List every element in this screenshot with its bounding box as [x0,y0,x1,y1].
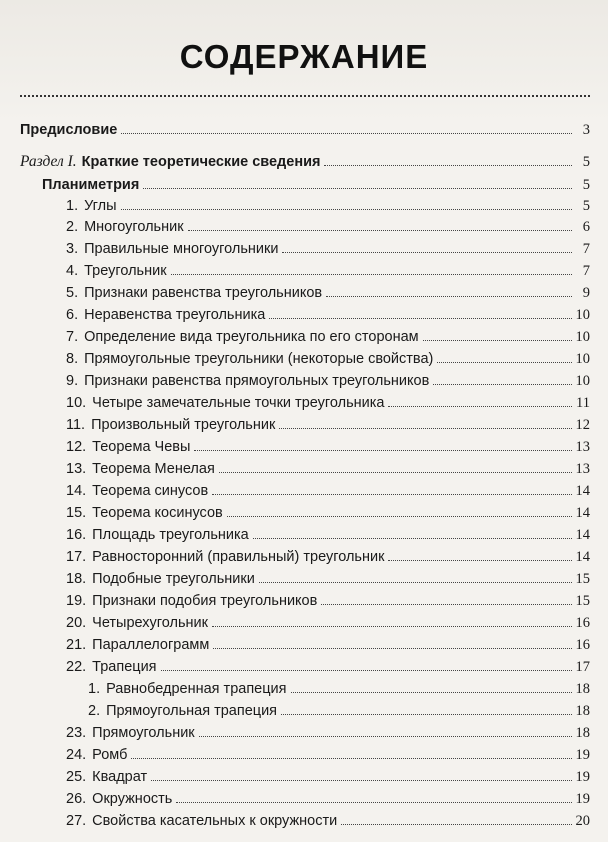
toc-entry-label [66,656,157,678]
toc-leader-dots [388,392,572,407]
toc-leader-dots [188,216,572,231]
toc-page-number: 9 [582,285,590,301]
toc-leader-dots [279,414,571,429]
toc-leader-dots [324,151,572,166]
toc-page-number: 18 [575,681,590,697]
toc-leader-dots [341,810,571,825]
toc-entry-label [66,480,208,502]
toc-entry-label [66,282,322,304]
page-title: СОДЕРЖАНИЕ [179,38,429,75]
toc-entry-number: 18. [66,571,87,587]
toc-entry[interactable] [66,326,590,348]
toc-entry-label [88,678,287,700]
toc-leader-dots [282,238,572,253]
toc-page-number: 13 [575,439,590,455]
toc-page-number: 16 [575,637,590,653]
toc-entry-text: Ромб [92,747,128,763]
toc-entry-label [66,590,317,612]
toc-entry-number: 13. [66,461,87,477]
toc-entry-text: Прямоугольные треугольники (некоторые свойства) [84,351,434,367]
toc-entry-text: Произвольный треугольник [91,417,276,433]
toc-entry-number: 19. [66,593,87,609]
toc-entry[interactable] [20,119,590,141]
toc-entry-number: 1. [66,198,79,214]
toc-entry[interactable] [66,502,590,524]
toc-entry-number: 9. [66,373,79,389]
toc-entry[interactable] [66,590,590,612]
toc-leader-dots [212,612,572,627]
toc-entry-text: Неравенства треугольника [84,307,266,323]
toc-leader-dots [291,678,572,693]
toc-entry-label [66,788,172,810]
toc-entry[interactable] [66,766,590,788]
toc-entry-number: 11. [66,417,86,433]
toc-entry-number: 3. [66,241,79,257]
toc-leader-dots [423,326,572,341]
toc-entry-label [66,348,433,370]
toc-entry-number: 12. [66,439,87,455]
toc-entry-label [66,568,255,590]
toc-page-number: 16 [575,615,590,631]
toc-page-number: 10 [575,329,590,345]
toc-entry-text: Определение вида треугольника по его сторонам [84,329,419,345]
toc-entry-label [66,722,195,744]
toc-page-number: 12 [575,417,590,433]
toc-entry-text: Признаки равенства треугольников [84,285,323,301]
toc-entry-text: Предисловие [20,122,118,138]
toc-leader-dots [213,634,571,649]
toc-entry-text: Площадь треугольника [92,527,249,543]
toc-entry-label [66,436,190,458]
toc-entry-number: 15. [66,505,87,521]
toc-entry-text: Прямоугольная трапеция [106,703,278,719]
toc-entry-text: Признаки равенства прямоугольных треугольников [84,373,430,389]
toc-entry-label [42,174,139,196]
toc-entry-label [66,524,249,546]
toc-entry-number: 17. [66,549,87,565]
toc-leader-dots [176,788,571,803]
toc-page-number: 19 [575,747,590,763]
toc-entry-number: 7. [66,329,79,345]
toc-entry-label [66,326,419,348]
toc-leader-dots [219,458,572,473]
toc-entry[interactable] [66,216,590,238]
toc-entry-text: Признаки подобия треугольников [92,593,318,609]
toc-leader-dots [121,119,572,134]
toc-entry-number: 23. [66,725,87,741]
toc-leader-dots [131,744,571,759]
toc-leader-dots [326,282,572,297]
toc-page-number: 14 [575,527,590,543]
toc-leader-dots [143,174,572,189]
toc-page-number: 11 [576,395,590,411]
toc-leader-dots [199,722,572,737]
toc-entry-number: 2. [66,219,79,235]
toc-leader-dots [388,546,571,561]
toc-page-number: 19 [575,769,590,785]
toc-entry-label [66,304,265,326]
toc-entry-text: Правильные многоугольники [84,241,279,257]
toc-entry-number: 1. [88,681,101,697]
toc-entry-number: 10. [66,395,87,411]
toc-leader-dots [227,502,572,517]
toc-page-number: 19 [575,791,590,807]
toc-entry[interactable] [66,348,590,370]
toc-entry-label [66,744,127,766]
toc-entry-text: Теорема Чевы [92,439,191,455]
toc-entry-label [66,392,384,414]
toc-leader-dots [281,700,571,715]
toc-entry-number: 6. [66,307,79,323]
toc-entry[interactable] [66,304,590,326]
toc-entry[interactable] [66,656,590,678]
toc-section-prefix: Раздел I. [20,153,77,170]
toc-entry[interactable] [42,174,590,196]
toc-page-number: 10 [575,307,590,323]
toc-entry[interactable] [88,700,590,722]
toc-entry-label [66,458,215,480]
toc-page-number: 14 [575,483,590,499]
toc-entry[interactable] [66,195,590,217]
toc-entry-number: 21. [66,637,87,653]
toc-entry-text: Трапеция [92,659,157,675]
toc-entry-number: 5. [66,285,79,301]
toc-entry[interactable] [66,546,590,568]
toc-entry[interactable] [66,722,590,744]
toc-entry-text: Параллелограмм [92,637,210,653]
toc-entry-text: Прямоугольник [92,725,195,741]
toc-entry-number: 25. [66,769,87,785]
toc-entry-label [66,502,223,524]
toc-page-number: 15 [575,593,590,609]
toc-entry[interactable] [66,414,590,436]
toc-entry-text: Равнобедренная трапеция [106,681,287,697]
toc-entry-number: 22. [66,659,87,675]
toc-entry-text: Теорема синусов [92,483,209,499]
toc-page-number: 5 [582,198,590,214]
toc-page-number: 18 [575,703,590,719]
toc-entry-label [66,238,278,260]
toc-entry-text: Планиметрия [42,177,140,193]
toc-leader-dots [269,304,571,319]
toc-entry[interactable] [20,151,590,173]
toc-entry-number: 24. [66,747,87,763]
toc-entry-label [66,810,337,832]
toc-leader-dots [161,656,572,671]
toc-entry-text: Теорема Менелая [92,461,215,477]
toc-entry[interactable] [66,370,590,392]
toc-entry[interactable] [66,810,590,832]
toc-entry-number: 26. [66,791,87,807]
toc-entry-label [66,546,384,568]
toc-page-number: 18 [575,725,590,741]
toc-entry[interactable] [66,480,590,502]
toc-entry-label [20,151,320,173]
toc-entry-text: Многоугольник [84,219,184,235]
toc-entry-label [66,195,117,217]
toc-page-number: 17 [575,659,590,675]
toc-page-number: 10 [575,351,590,367]
toc-entry-text: Краткие теоретические сведения [81,154,321,170]
toc-entry-label [20,119,117,141]
toc-entry-number: 4. [66,263,79,279]
toc-entry-number: 27. [66,813,87,829]
toc-leader-dots [212,480,571,495]
toc-entry-number: 8. [66,351,79,367]
toc-entry-text: Треугольник [84,263,167,279]
toc-entry[interactable] [66,612,590,634]
toc-leader-dots [194,436,571,451]
toc-entry[interactable] [66,260,590,282]
toc-page-number: 7 [582,263,590,279]
toc-entry-text: Окружность [92,791,173,807]
toc-page-number: 20 [575,813,590,829]
toc-entry-text: Четырехугольник [92,615,208,631]
toc-entry-number: 16. [66,527,87,543]
toc-entry-text: Четыре замечательные точки треугольника [92,395,385,411]
toc-entry-text: Равносторонний (правильный) треугольник [92,549,385,565]
toc-entry[interactable] [66,524,590,546]
toc-page-number: 15 [575,571,590,587]
toc-entry-label [66,216,184,238]
toc-entry-label [66,414,275,436]
toc-leader-dots [121,195,572,210]
toc-entry-label [66,370,429,392]
toc-leader-dots [437,348,571,363]
toc-entry[interactable] [66,392,590,414]
toc-page-number: 13 [575,461,590,477]
toc-entry[interactable] [66,282,590,304]
toc-page-number: 5 [582,177,590,193]
toc-page-number: 14 [575,549,590,565]
toc-entry[interactable] [66,568,590,590]
toc-entry[interactable] [66,744,590,766]
toc-entry-text: Теорема косинусов [92,505,223,521]
toc-entry-number: 2. [88,703,101,719]
toc-entry[interactable] [66,458,590,480]
toc-entry-label [66,260,167,282]
toc-page-number: 14 [575,505,590,521]
toc-page-number: 7 [582,241,590,257]
toc-leader-dots [151,766,571,781]
toc-entry-label [88,700,277,722]
toc-entry-text: Квадрат [92,769,148,785]
toc-entry[interactable] [66,436,590,458]
toc-page-number: 10 [575,373,590,389]
toc-entry-text: Свойства касательных к окружности [92,813,338,829]
toc-entry-label [66,612,208,634]
toc-entry[interactable] [66,788,590,810]
toc-page-number: 5 [582,154,590,170]
toc-page-number: 6 [582,219,590,235]
toc-leader-dots [171,260,572,275]
toc-leader-dots [253,524,572,539]
toc-entry[interactable] [66,238,590,260]
toc-entry-number: 14. [66,483,87,499]
toc-page-number: 3 [582,122,590,138]
toc-entry[interactable] [88,678,590,700]
toc-entry-label [66,766,147,788]
toc-leader-dots [321,590,571,605]
toc-entry-text: Углы [84,198,117,214]
toc-entry-number: 20. [66,615,87,631]
toc-entry-text: Подобные треугольники [92,571,255,587]
toc-entry-label [66,634,209,656]
toc-leader-dots [433,370,571,385]
toc-leader-dots [259,568,572,583]
toc-entry[interactable] [66,634,590,656]
